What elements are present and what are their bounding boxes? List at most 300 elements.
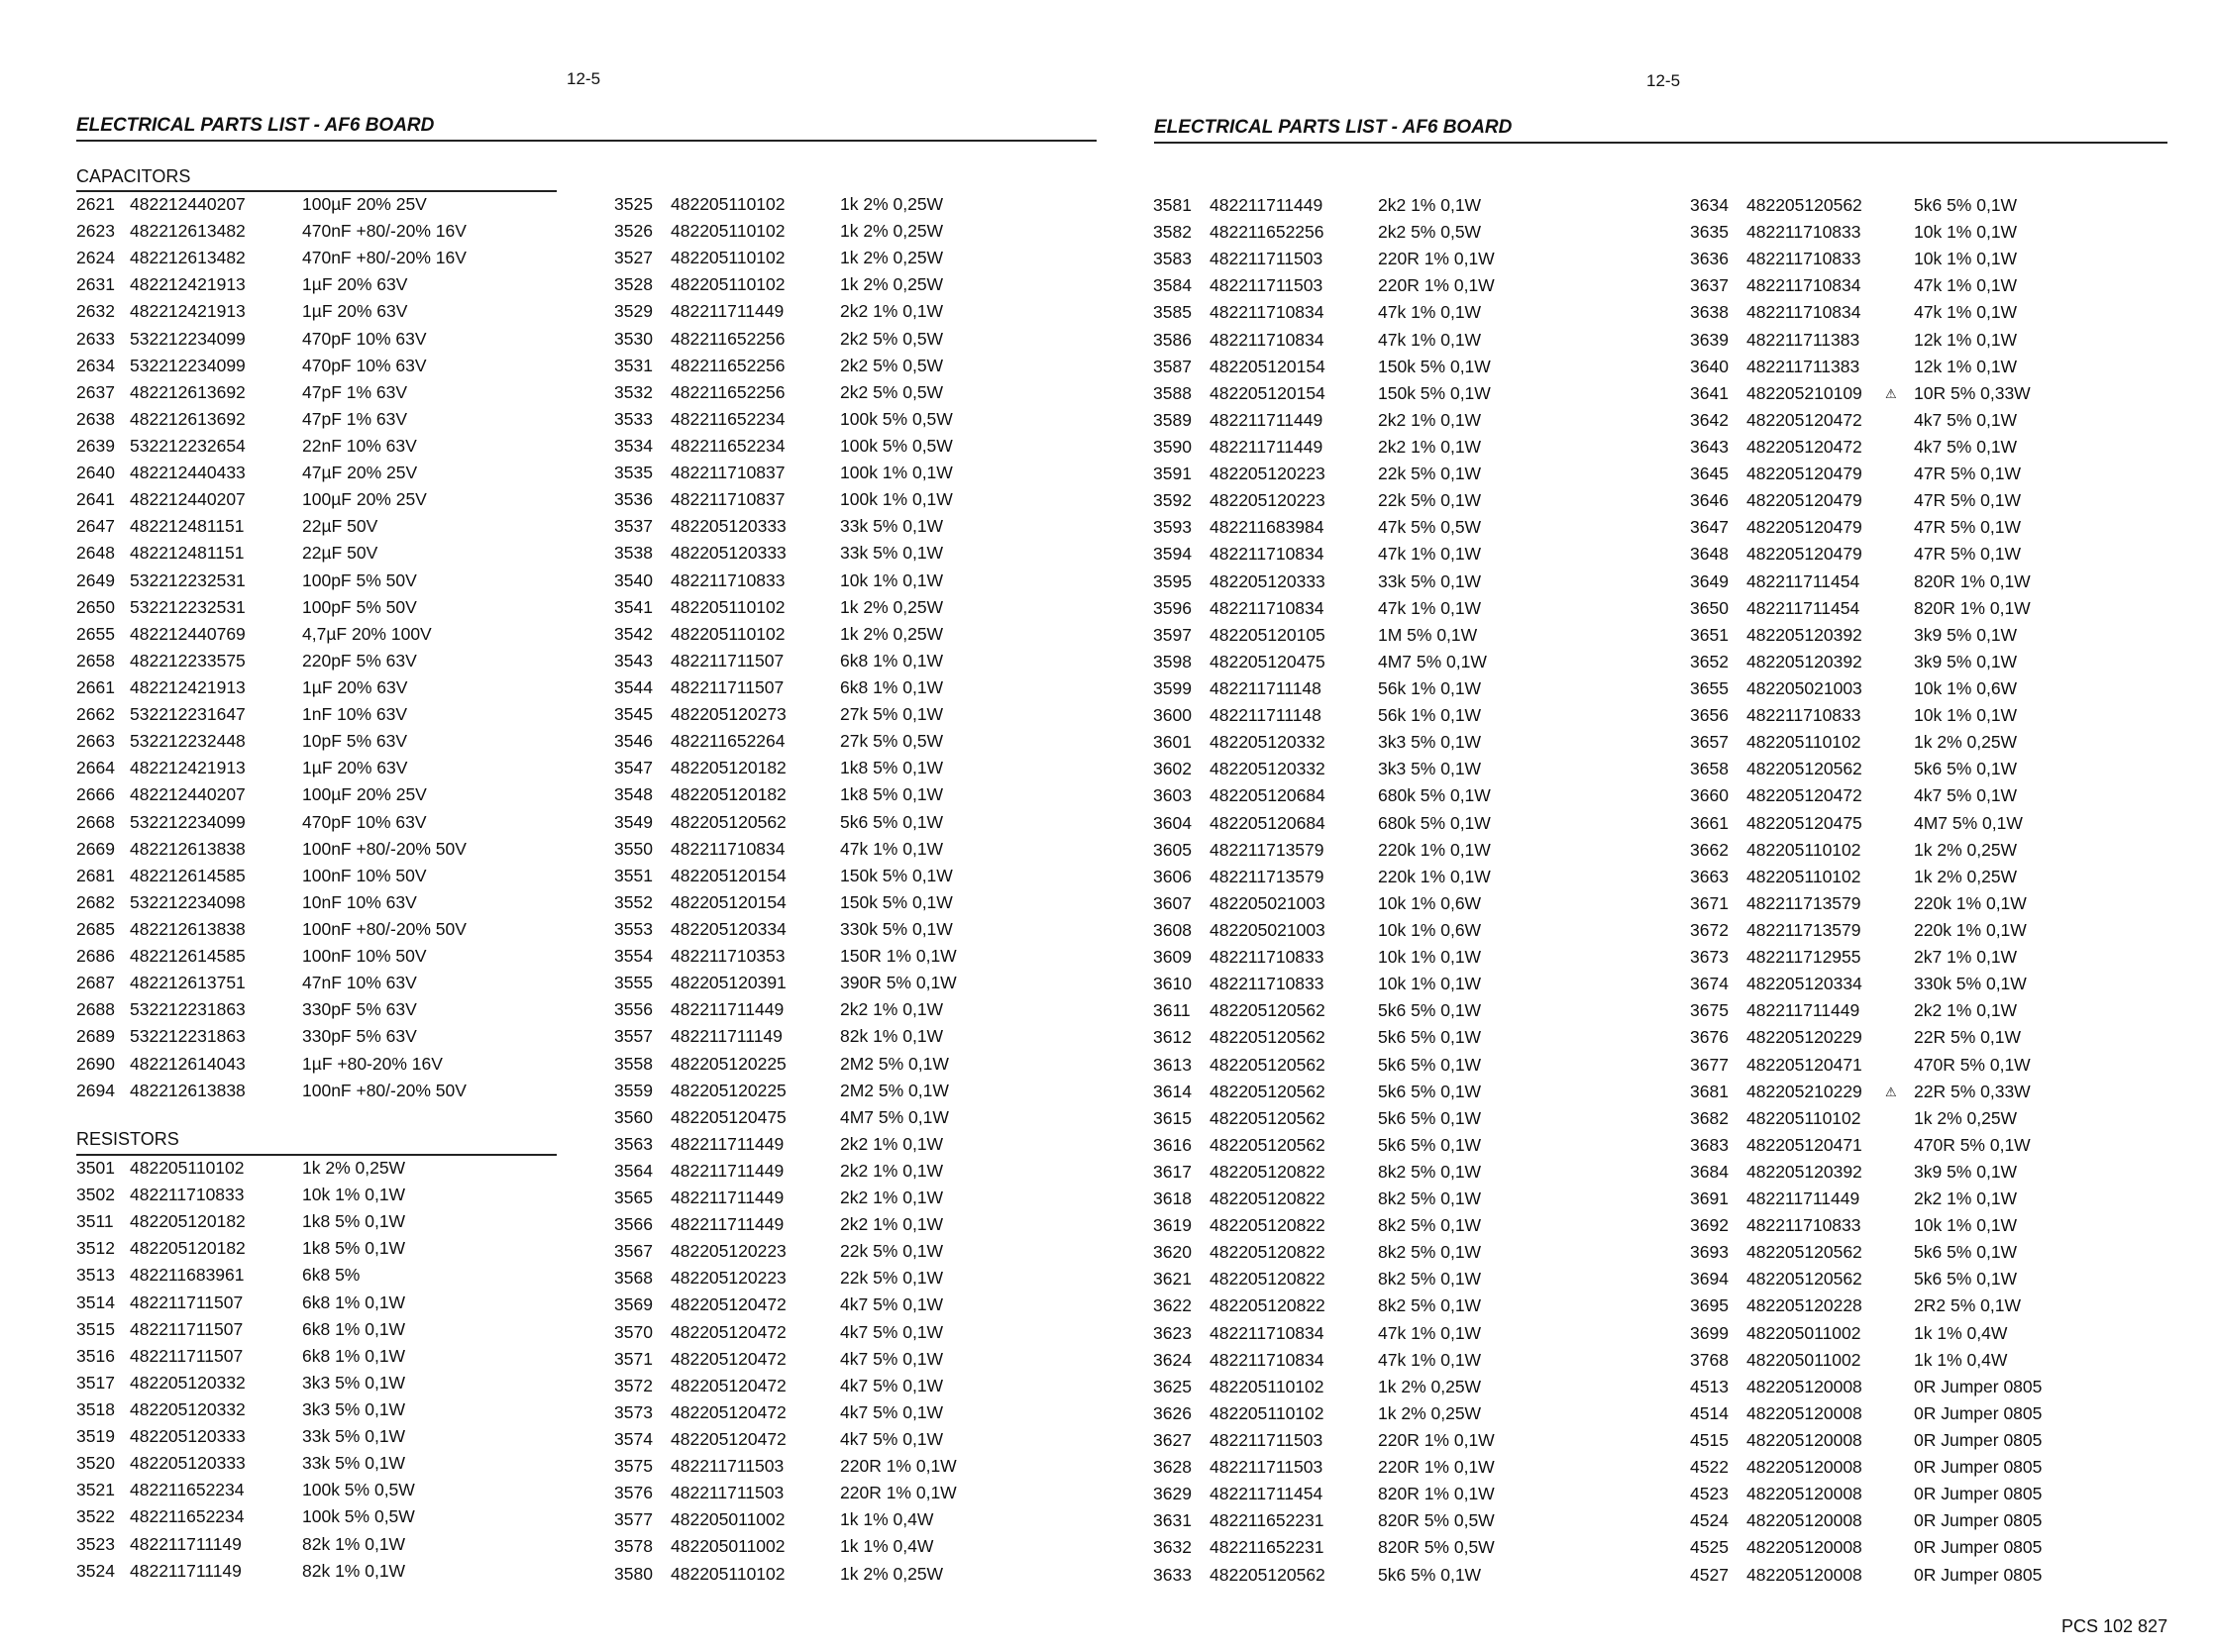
part-number: 482211711449 xyxy=(671,1214,785,1235)
value-spec: 6k8 1% 0,1W xyxy=(840,676,944,697)
value-spec: 1k 1% 0,4W xyxy=(1914,1349,2008,1370)
part-number: 532212234098 xyxy=(130,891,246,912)
part-number: 482211710833 xyxy=(130,1185,245,1205)
ref-code: 3618 xyxy=(1153,1188,1192,1209)
footer-code: PCS 102 827 xyxy=(2061,1616,2168,1636)
part-number: 482211713579 xyxy=(1210,839,1324,860)
ref-code: 2694 xyxy=(76,1080,115,1100)
part-number: 482205120008 xyxy=(1746,1564,1862,1585)
part-number: 482212613751 xyxy=(130,973,246,993)
ref-code: 3547 xyxy=(614,758,653,778)
value-spec: 5k6 5% 0,1W xyxy=(1378,1000,1482,1021)
value-spec: 1k 1% 0,4W xyxy=(1914,1322,2008,1343)
value-spec: 1k 2% 0,25W xyxy=(840,274,944,295)
part-number: 482211710353 xyxy=(671,946,786,967)
part-number: 482205110102 xyxy=(671,1563,786,1584)
part-number: 482205210109 xyxy=(1746,382,1862,403)
part-number: 482211711503 xyxy=(671,1483,785,1503)
ref-code: 3550 xyxy=(614,838,653,859)
part-number: 482211711148 xyxy=(1210,677,1321,698)
part-number: 482211711449 xyxy=(1210,409,1323,430)
ref-code: 3625 xyxy=(1153,1376,1192,1396)
part-number: 482211711503 xyxy=(1210,1430,1323,1451)
part-number: 482205120472 xyxy=(671,1294,787,1315)
part-number: 482205120223 xyxy=(671,1268,787,1289)
ref-code: 3577 xyxy=(614,1509,653,1530)
part-number: 482205110102 xyxy=(130,1158,245,1178)
part-number: 482205120472 xyxy=(671,1348,787,1369)
ref-code: 3570 xyxy=(614,1321,653,1342)
value-spec: 330pF 5% 63V xyxy=(302,999,417,1020)
part-number: 482212613838 xyxy=(130,1080,246,1100)
ref-code: 3635 xyxy=(1690,222,1729,243)
ref-code: 2688 xyxy=(76,999,115,1020)
part-number: 482212613838 xyxy=(130,838,246,859)
value-spec: 5k6 5% 0,1W xyxy=(1378,1054,1482,1075)
part-number: 532212231863 xyxy=(130,999,246,1020)
part-number: 482205110102 xyxy=(1746,732,1861,753)
part-number: 482205120332 xyxy=(130,1372,246,1393)
part-number: 482205120182 xyxy=(130,1211,246,1232)
part-number: 482212233575 xyxy=(130,650,246,671)
ref-code: 3609 xyxy=(1153,947,1192,968)
ref-code: 3640 xyxy=(1690,356,1729,376)
part-number: 482205120472 xyxy=(671,1321,787,1342)
ref-code: 3569 xyxy=(614,1294,653,1315)
value-spec: 150k 5% 0,1W xyxy=(1378,382,1491,403)
ref-code: 3636 xyxy=(1690,249,1729,269)
value-spec: 2k7 1% 0,1W xyxy=(1914,947,2018,968)
part-number: 482211711449 xyxy=(671,301,785,322)
value-spec: 22nF 10% 63V xyxy=(302,435,417,456)
value-spec: 33k 5% 0,1W xyxy=(840,543,944,564)
part-number: 532212231647 xyxy=(130,704,246,725)
value-spec: 10k 1% 0,6W xyxy=(1378,919,1482,940)
ref-code: 3545 xyxy=(614,704,653,725)
ref-code: 3595 xyxy=(1153,570,1192,591)
part-number: 482205120008 xyxy=(1746,1402,1862,1423)
value-spec: 22µF 50V xyxy=(302,516,378,537)
ref-code: 3587 xyxy=(1153,356,1192,376)
value-spec: 2k2 1% 0,1W xyxy=(840,1187,944,1208)
ref-code: 3564 xyxy=(614,1160,653,1181)
part-number: 482211711149 xyxy=(130,1533,242,1554)
value-spec: 2R2 5% 0,1W xyxy=(1914,1295,2021,1316)
ref-code: 2623 xyxy=(76,221,115,242)
value-spec: 10k 1% 0,6W xyxy=(1914,677,2018,698)
part-number: 482212613692 xyxy=(130,381,246,402)
ref-code: 3615 xyxy=(1153,1107,1192,1128)
ref-code: 3671 xyxy=(1690,892,1729,913)
part-number: 482205120228 xyxy=(1746,1295,1862,1316)
part-number: 482205120154 xyxy=(1210,382,1325,403)
value-spec: 0R Jumper 0805 xyxy=(1914,1510,2043,1531)
value-spec: 820R 1% 0,1W xyxy=(1914,597,2031,618)
value-spec: 10k 1% 0,1W xyxy=(1914,1215,2018,1236)
part-number: 482211712955 xyxy=(1746,947,1861,968)
ref-code: 3515 xyxy=(76,1318,115,1339)
ref-code: 3605 xyxy=(1153,839,1192,860)
ref-code: 3603 xyxy=(1153,785,1192,806)
value-spec: 100k 5% 0,5W xyxy=(840,435,953,456)
part-number: 482211652256 xyxy=(671,355,786,375)
part-number: 482205120225 xyxy=(671,1053,787,1074)
part-number: 482211711149 xyxy=(671,1026,783,1047)
part-number: 482205120223 xyxy=(1210,464,1325,484)
value-spec: 2k2 5% 0,5W xyxy=(840,381,944,402)
ref-code: 2640 xyxy=(76,463,115,483)
value-spec: 100µF 20% 25V xyxy=(302,489,427,510)
value-spec: 47k 1% 0,1W xyxy=(1378,1349,1482,1370)
part-number: 482205120562 xyxy=(1210,1081,1325,1101)
value-spec: 6k8 5% xyxy=(302,1265,361,1286)
ref-code: 3540 xyxy=(614,569,653,590)
value-spec: 6k8 1% 0,1W xyxy=(840,650,944,671)
ref-code: 3675 xyxy=(1690,1000,1729,1021)
value-spec: 6k8 1% 0,1W xyxy=(302,1345,406,1366)
value-spec: 4M7 5% 0,1W xyxy=(840,1106,949,1127)
value-spec: 4M7 5% 0,1W xyxy=(1914,812,2023,833)
ref-code: 4524 xyxy=(1690,1510,1729,1531)
value-spec: 82k 1% 0,1W xyxy=(302,1560,406,1581)
part-number: 482205120333 xyxy=(130,1453,246,1474)
value-spec: 150k 5% 0,1W xyxy=(840,891,953,912)
ref-code: 3651 xyxy=(1690,624,1729,645)
value-spec: 220k 1% 0,1W xyxy=(1914,919,2027,940)
value-spec: 0R Jumper 0805 xyxy=(1914,1402,2043,1423)
ref-code: 3552 xyxy=(614,891,653,912)
ref-code: 3567 xyxy=(614,1241,653,1262)
ref-code: 3527 xyxy=(614,248,653,268)
value-spec: 3k3 5% 0,1W xyxy=(1378,759,1482,779)
ref-code: 3604 xyxy=(1153,812,1192,833)
ref-code: 3594 xyxy=(1153,544,1192,565)
ref-code: 2655 xyxy=(76,623,115,644)
value-spec: 220pF 5% 63V xyxy=(302,650,417,671)
part-number: 482205110102 xyxy=(1746,839,1861,860)
value-spec: 6k8 1% 0,1W xyxy=(302,1318,406,1339)
value-spec: 100pF 5% 50V xyxy=(302,596,417,617)
right-title-rule xyxy=(1154,142,2167,144)
part-number: 482211710833 xyxy=(1746,222,1861,243)
value-spec: 1M 5% 0,1W xyxy=(1378,624,1478,645)
ref-code: 3568 xyxy=(614,1268,653,1289)
ref-code: 3558 xyxy=(614,1053,653,1074)
ref-code: 3583 xyxy=(1153,249,1192,269)
part-number: 482205110102 xyxy=(671,194,786,214)
part-number: 482205120332 xyxy=(1210,759,1325,779)
ref-code: 2648 xyxy=(76,543,115,564)
ref-code: 3624 xyxy=(1153,1349,1192,1370)
ref-code: 3674 xyxy=(1690,974,1729,994)
part-number: 482205120475 xyxy=(1746,812,1862,833)
ref-code: 3613 xyxy=(1153,1054,1192,1075)
ref-code: 3544 xyxy=(614,676,653,697)
part-number: 482205120562 xyxy=(1210,1027,1325,1048)
part-number: 482212421913 xyxy=(130,676,246,697)
part-number: 482205011002 xyxy=(1746,1349,1861,1370)
value-spec: 47k 5% 0,5W xyxy=(1378,517,1482,538)
value-spec: 10k 1% 0,1W xyxy=(1378,947,1482,968)
part-number: 482205120008 xyxy=(1746,1537,1862,1558)
part-number: 482211652264 xyxy=(671,731,786,752)
ref-code: 3626 xyxy=(1153,1402,1192,1423)
value-spec: 22k 5% 0,1W xyxy=(840,1268,944,1289)
ref-code: 2647 xyxy=(76,516,115,537)
value-spec: 2M2 5% 0,1W xyxy=(840,1080,949,1100)
part-number: 532212234099 xyxy=(130,328,246,349)
ref-code: 3573 xyxy=(614,1401,653,1422)
part-number: 482205120333 xyxy=(671,543,787,564)
ref-code: 3557 xyxy=(614,1026,653,1047)
value-spec: 2k2 1% 0,1W xyxy=(1378,195,1482,215)
ref-code: 3571 xyxy=(614,1348,653,1369)
value-spec: 8k2 5% 0,1W xyxy=(1378,1242,1482,1263)
part-number: 482205120008 xyxy=(1746,1376,1862,1396)
left-page-number: 12-5 xyxy=(567,69,601,88)
ref-code: 3676 xyxy=(1690,1027,1729,1048)
part-number: 482205120562 xyxy=(1746,1269,1862,1290)
ref-code: 3683 xyxy=(1690,1134,1729,1155)
ref-code: 3647 xyxy=(1690,517,1729,538)
ref-code: 3501 xyxy=(76,1158,115,1178)
ref-code: 3580 xyxy=(614,1563,653,1584)
value-spec: 330k 5% 0,1W xyxy=(840,918,953,939)
ref-code: 3559 xyxy=(614,1080,653,1100)
value-spec: 0R Jumper 0805 xyxy=(1914,1484,2043,1504)
ref-code: 2663 xyxy=(76,731,115,752)
ref-code: 3631 xyxy=(1153,1510,1192,1531)
ref-code: 2633 xyxy=(76,328,115,349)
ref-code: 3663 xyxy=(1690,866,1729,886)
ref-code: 3543 xyxy=(614,650,653,671)
ref-code: 3513 xyxy=(76,1265,115,1286)
left-page-title: ELECTRICAL PARTS LIST - AF6 BOARD xyxy=(76,115,435,136)
part-number: 532212232531 xyxy=(130,596,246,617)
part-number: 482212613838 xyxy=(130,918,246,939)
value-spec: 1nF 10% 63V xyxy=(302,704,408,725)
part-number: 482211710833 xyxy=(671,569,786,590)
value-spec: 150k 5% 0,1W xyxy=(840,865,953,885)
part-number: 482205120472 xyxy=(671,1429,787,1450)
part-number: 482212440207 xyxy=(130,194,246,214)
ref-code: 3566 xyxy=(614,1214,653,1235)
ref-code: 3621 xyxy=(1153,1269,1192,1290)
ref-code: 3592 xyxy=(1153,490,1192,511)
part-number: 482211711503 xyxy=(671,1456,785,1477)
ref-code: 3575 xyxy=(614,1456,653,1477)
part-number: 482211711454 xyxy=(1746,597,1860,618)
ref-code: 3695 xyxy=(1690,1295,1729,1316)
part-number: 482212613692 xyxy=(130,408,246,429)
value-spec: 1k 2% 0,25W xyxy=(1378,1376,1482,1396)
value-spec: 12k 1% 0,1W xyxy=(1914,356,2018,376)
ref-code: 3518 xyxy=(76,1398,115,1419)
part-number: 482205021003 xyxy=(1746,677,1862,698)
value-spec: 4k7 5% 0,1W xyxy=(840,1321,944,1342)
part-number: 482205120333 xyxy=(1210,570,1325,591)
ref-code: 3554 xyxy=(614,946,653,967)
ref-code: 2650 xyxy=(76,596,115,617)
ref-code: 3627 xyxy=(1153,1430,1192,1451)
ref-code: 3633 xyxy=(1153,1564,1192,1585)
value-spec: 4k7 5% 0,1W xyxy=(1914,409,2018,430)
ref-code: 3578 xyxy=(614,1536,653,1557)
ref-code: 3522 xyxy=(76,1506,115,1527)
ref-code: 3528 xyxy=(614,274,653,295)
ref-code: 3628 xyxy=(1153,1457,1192,1478)
part-number: 532212234099 xyxy=(130,811,246,832)
value-spec: 0R Jumper 0805 xyxy=(1914,1430,2043,1451)
part-number: 482211710834 xyxy=(1210,302,1324,323)
part-number: 482211652234 xyxy=(130,1506,245,1527)
ref-code: 3514 xyxy=(76,1291,115,1312)
part-number: 532212232448 xyxy=(130,731,246,752)
ref-code: 2641 xyxy=(76,489,115,510)
part-number: 482205120154 xyxy=(671,865,787,885)
part-number: 482205120332 xyxy=(130,1398,246,1419)
part-number: 482205120154 xyxy=(671,891,787,912)
part-number: 482205011002 xyxy=(671,1509,786,1530)
ref-code: 3596 xyxy=(1153,597,1192,618)
ref-code: 3681 xyxy=(1690,1081,1729,1101)
part-number: 482205120479 xyxy=(1746,490,1862,511)
ref-code: 3602 xyxy=(1153,759,1192,779)
value-spec: 47k 1% 0,1W xyxy=(1378,302,1482,323)
ref-code: 3585 xyxy=(1153,302,1192,323)
value-spec: 47k 1% 0,1W xyxy=(1914,302,2018,323)
value-spec: 22k 5% 0,1W xyxy=(840,1241,944,1262)
ref-code: 3692 xyxy=(1690,1215,1729,1236)
ref-code: 3582 xyxy=(1153,222,1192,243)
ref-code: 3622 xyxy=(1153,1295,1192,1316)
part-number: 482205120475 xyxy=(1210,651,1325,671)
part-number: 482211711383 xyxy=(1746,356,1860,376)
value-spec: 0R Jumper 0805 xyxy=(1914,1376,2043,1396)
value-spec: 100k 1% 0,1W xyxy=(840,489,953,510)
part-number: 482205120822 xyxy=(1210,1242,1325,1263)
warning-triangle-icon: ⚠ xyxy=(1885,1084,1897,1099)
part-number: 482205120154 xyxy=(1210,356,1325,376)
ref-code: 3638 xyxy=(1690,302,1729,323)
part-number: 482205120471 xyxy=(1746,1134,1862,1155)
ref-code: 3768 xyxy=(1690,1349,1729,1370)
value-spec: 8k2 5% 0,1W xyxy=(1378,1161,1482,1182)
ref-code: 3657 xyxy=(1690,732,1729,753)
value-spec: 100k 5% 0,5W xyxy=(840,408,953,429)
part-number: 482205120562 xyxy=(1210,1107,1325,1128)
part-number: 482211710837 xyxy=(671,463,786,483)
ref-code: 3548 xyxy=(614,784,653,805)
ref-code: 3693 xyxy=(1690,1242,1729,1263)
ref-code: 2637 xyxy=(76,381,115,402)
value-spec: 47k 1% 0,1W xyxy=(1378,1322,1482,1343)
value-spec: 10k 1% 0,1W xyxy=(840,569,944,590)
ref-code: 3512 xyxy=(76,1238,115,1259)
part-number: 482205120392 xyxy=(1746,1161,1862,1182)
ref-code: 3662 xyxy=(1690,839,1729,860)
ref-code: 2687 xyxy=(76,973,115,993)
part-number: 482205110102 xyxy=(1746,1107,1861,1128)
ref-code: 2669 xyxy=(76,838,115,859)
ref-code: 3584 xyxy=(1153,275,1192,296)
part-number: 482205120273 xyxy=(671,704,787,725)
ref-code: 2631 xyxy=(76,274,115,295)
ref-code: 2668 xyxy=(76,811,115,832)
value-spec: 3k3 5% 0,1W xyxy=(1378,732,1482,753)
part-number: 482205110102 xyxy=(1210,1376,1324,1396)
ref-code: 3606 xyxy=(1153,866,1192,886)
part-number: 482205120008 xyxy=(1746,1510,1862,1531)
part-number: 482205120333 xyxy=(130,1426,246,1447)
part-number: 482211711383 xyxy=(1746,329,1860,350)
value-spec: 47k 1% 0,1W xyxy=(1378,597,1482,618)
value-spec: 1k 2% 0,25W xyxy=(1378,1402,1482,1423)
ref-code: 4527 xyxy=(1690,1564,1729,1585)
part-number: 482205120392 xyxy=(1746,624,1862,645)
value-spec: 100pF 5% 50V xyxy=(302,569,417,590)
value-spec: 1k 2% 0,25W xyxy=(1914,732,2018,753)
ref-code: 2685 xyxy=(76,918,115,939)
ref-code: 3555 xyxy=(614,973,653,993)
ref-code: 2624 xyxy=(76,248,115,268)
value-spec: 470pF 10% 63V xyxy=(302,355,427,375)
ref-code: 3560 xyxy=(614,1106,653,1127)
value-spec: 820R 5% 0,5W xyxy=(1378,1537,1495,1558)
value-spec: 1µF 20% 63V xyxy=(302,676,408,697)
right-page-number: 12-5 xyxy=(1646,71,1681,90)
part-number: 482212481151 xyxy=(130,516,245,537)
ref-code: 3521 xyxy=(76,1480,115,1500)
value-spec: 330k 5% 0,1W xyxy=(1914,974,2027,994)
ref-code: 3629 xyxy=(1153,1484,1192,1504)
part-number: 482211710834 xyxy=(1210,1322,1324,1343)
value-spec: 2k2 1% 0,1W xyxy=(840,999,944,1020)
ref-code: 3576 xyxy=(614,1483,653,1503)
part-number: 482212421913 xyxy=(130,274,246,295)
ref-code: 3538 xyxy=(614,543,653,564)
value-spec: 2k2 1% 0,1W xyxy=(1378,409,1482,430)
part-number: 482211711507 xyxy=(671,676,785,697)
value-spec: 1k8 5% 0,1W xyxy=(840,784,944,805)
value-spec: 27k 5% 0,5W xyxy=(840,731,944,752)
warning-triangle-icon: ⚠ xyxy=(1885,385,1897,401)
part-number: 482211710834 xyxy=(1210,329,1324,350)
part-number: 482205120472 xyxy=(1746,409,1862,430)
ref-code: 4523 xyxy=(1690,1484,1729,1504)
value-spec: 330pF 5% 63V xyxy=(302,1026,417,1047)
ref-code: 3619 xyxy=(1153,1215,1192,1236)
ref-code: 3612 xyxy=(1153,1027,1192,1048)
ref-code: 3616 xyxy=(1153,1134,1192,1155)
ref-code: 3511 xyxy=(76,1211,114,1232)
part-number: 482211711149 xyxy=(130,1560,242,1581)
ref-code: 2664 xyxy=(76,758,115,778)
part-number: 482205120562 xyxy=(1210,1564,1325,1585)
part-number: 482211711449 xyxy=(671,999,785,1020)
ref-code: 3589 xyxy=(1153,409,1192,430)
ref-code: 4525 xyxy=(1690,1537,1729,1558)
part-number: 482211652234 xyxy=(671,435,786,456)
ref-code: 3607 xyxy=(1153,892,1192,913)
ref-code: 3656 xyxy=(1690,705,1729,726)
part-number: 482205011002 xyxy=(1746,1322,1861,1343)
value-spec: 47k 1% 0,1W xyxy=(1914,275,2018,296)
ref-code: 3533 xyxy=(614,408,653,429)
part-number: 482205120182 xyxy=(671,784,787,805)
part-number: 482205120008 xyxy=(1746,1484,1862,1504)
part-number: 482211711503 xyxy=(1210,249,1323,269)
